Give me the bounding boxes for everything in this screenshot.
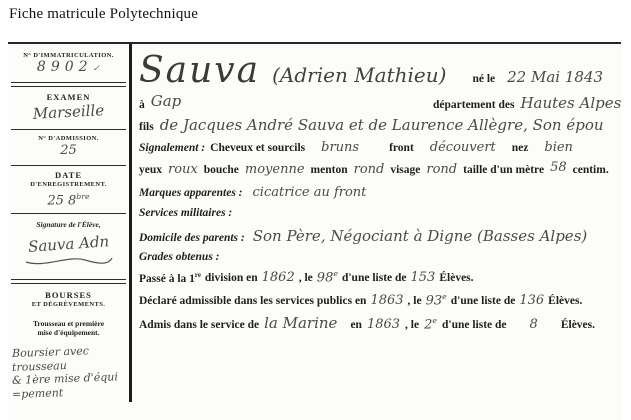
grades-label: Grades obtenus : xyxy=(139,251,220,263)
trousseau-label-line2: mise d'équipement. xyxy=(37,328,100,338)
division-le-label: , le xyxy=(298,272,313,285)
bourses-label-line2: ET DÉGRÈVEMENTS. xyxy=(31,301,106,309)
marques-value: cicatrice au front xyxy=(252,185,367,200)
division-text: Passé à la 1 xyxy=(139,272,195,285)
admis-eleves-label: Élèves. xyxy=(560,319,596,331)
division-line xyxy=(139,269,621,285)
domicile-value: Son Père, Négociant à Digne (Basses Alpes) xyxy=(252,227,588,245)
admission-value: 25 xyxy=(60,143,77,158)
divider-double xyxy=(11,279,126,284)
date-label-line1: DATE xyxy=(55,170,82,180)
marques-line xyxy=(139,185,621,200)
signalement-label: Signalement : xyxy=(139,142,206,154)
forenames-value: (Adrien Mathieu) xyxy=(272,63,447,87)
admis-year: 1863 xyxy=(366,317,401,332)
divider xyxy=(11,129,126,130)
bourses-note-line1: Boursier avec xyxy=(11,344,90,361)
a-label: à xyxy=(139,99,145,111)
admissible-eleves-label: Élèves. xyxy=(548,295,583,308)
menton-label: menton xyxy=(310,164,348,176)
admis-rank-superscript: e xyxy=(432,315,437,325)
taille-value: 58 xyxy=(550,160,567,175)
admissible-label: Déclaré admissible dans les services publics en xyxy=(139,295,367,308)
parents-line xyxy=(139,116,621,134)
division-liste-label: d'une liste de xyxy=(341,272,407,285)
domicile-label: Domicile des parents : xyxy=(139,232,245,244)
bourses-note-line2: trousseau xyxy=(11,358,68,374)
birthplace-value: Gap xyxy=(150,92,182,110)
surname-value: Sauva xyxy=(139,50,261,91)
birthdate-label: né le xyxy=(472,73,496,85)
admis-label: Admis dans le service de xyxy=(139,319,260,331)
admissible-rank xyxy=(426,292,447,308)
admis-en-label: en xyxy=(350,319,362,331)
department-group xyxy=(433,94,621,112)
yeux-label: yeux xyxy=(139,164,162,176)
signature-value: Sauva Adn xyxy=(27,232,110,257)
date-superscript: bre xyxy=(76,192,90,201)
division-rank-superscript: e xyxy=(333,269,338,278)
division-year: 1862 xyxy=(261,270,295,286)
division-eleves-label: Élèves. xyxy=(439,272,474,285)
date-label-line2: D'ENREGISTREMENT. xyxy=(30,181,107,188)
signalement-line1 xyxy=(139,140,621,155)
divider xyxy=(11,213,126,214)
examen-value: Marseille xyxy=(32,101,105,123)
visage-value: rond xyxy=(426,162,458,177)
cheveux-value: bruns xyxy=(321,140,360,155)
grades-line xyxy=(139,251,621,263)
nez-value: bien xyxy=(544,140,573,155)
nez-label: nez xyxy=(511,142,529,154)
domicile-line xyxy=(139,227,621,245)
services-line xyxy=(139,207,621,219)
sidebar xyxy=(8,44,132,402)
admissible-line xyxy=(139,292,621,308)
immatriculation-number: 8902 xyxy=(36,59,93,75)
signature-label: Signature de l'Élève, xyxy=(36,220,101,230)
name-line xyxy=(139,50,621,91)
admissible-year: 1863 xyxy=(370,293,404,309)
division-superscript: re xyxy=(194,271,201,279)
bouche-value: moyenne xyxy=(244,162,305,177)
cheveux-label: Cheveux et sourcils xyxy=(210,142,306,154)
department-value: Hautes Alpes xyxy=(520,94,621,112)
front-label: front xyxy=(389,142,414,154)
divider-double xyxy=(11,82,126,87)
admissible-total: 136 xyxy=(519,293,545,309)
admis-liste-label: d'une liste de xyxy=(442,319,507,331)
date-number: 25 8 xyxy=(47,193,77,209)
front-value: découvert xyxy=(429,140,496,155)
trousseau-label-line1: Trousseau et première xyxy=(32,319,105,329)
yeux-value: roux xyxy=(168,162,198,177)
department-label: département des xyxy=(433,99,515,111)
birthplace-line xyxy=(139,94,621,112)
admis-rank xyxy=(424,316,437,332)
admissible-rank-number: 93 xyxy=(425,293,443,309)
admis-line xyxy=(139,314,621,332)
admis-le-label: , le xyxy=(405,319,420,331)
bourses-label-line1: BOURSES xyxy=(45,290,92,301)
admis-service-value: la Marine xyxy=(264,314,338,332)
division-rank-number: 98 xyxy=(316,270,334,286)
division-total: 153 xyxy=(410,270,436,286)
examen-label: EXAMEN xyxy=(46,92,91,102)
page-title: Fiche matricule Polytechnique xyxy=(9,6,199,22)
bourses-note-line3: & 1ère mise d'équi xyxy=(11,370,119,388)
main-area xyxy=(132,44,621,420)
taille-label: taille d'un mètre xyxy=(463,164,545,176)
taille-unit-label: centim. xyxy=(572,164,609,176)
bourses-note-line4: =pement xyxy=(11,386,64,401)
division-rank xyxy=(317,269,338,285)
admis-total: 8 xyxy=(529,317,538,332)
division-label-part1 xyxy=(139,272,201,285)
check-flourish: ✓ xyxy=(92,64,101,74)
fils-label: fils xyxy=(139,121,154,133)
services-label: Services militaires : xyxy=(139,207,233,219)
admission-label: N° D'ADMISSION. xyxy=(38,135,99,142)
matricule-card xyxy=(8,42,621,420)
bouche-label: bouche xyxy=(203,164,239,176)
admis-rank-number: 2 xyxy=(424,317,433,332)
admissible-le-label: , le xyxy=(407,295,422,308)
parents-value: de Jacques André Sauva et de Laurence Allègre, Son épou xyxy=(159,116,604,134)
menton-value: rond xyxy=(353,162,385,177)
division-label-part2: division en xyxy=(204,272,258,285)
signalement-labels xyxy=(139,142,305,154)
immatriculation-label: N° D'IMMATRICULATION. xyxy=(23,52,114,59)
birthdate-value: 22 Mai 1843 xyxy=(507,68,604,86)
admissible-liste-label: d'une liste de xyxy=(450,295,516,308)
marques-label: Marques apparentes : xyxy=(139,187,243,199)
immatriculation-value xyxy=(8,59,129,78)
divider xyxy=(11,165,126,166)
visage-label: visage xyxy=(390,164,421,176)
date-value xyxy=(8,188,129,209)
signature-flourish-icon xyxy=(23,254,115,268)
admissible-rank-superscript: e xyxy=(442,292,447,301)
signalement-line2 xyxy=(139,162,621,177)
signature-block xyxy=(8,232,129,279)
